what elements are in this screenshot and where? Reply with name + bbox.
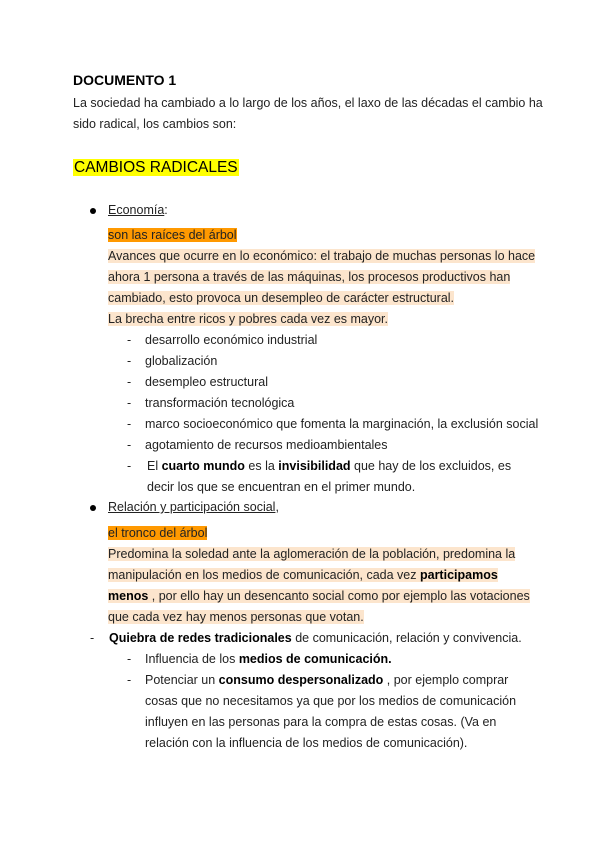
quiebra-sub-item-continuation: relación con la influencia de los medios de comunicación). [145,736,468,750]
relacion-label: Relación y participación social [108,500,276,514]
relacion-para-line: manipulación en los medios de comunicación, cada vez participamos [108,568,498,582]
quiebra-bold: Quiebra de redes tradicionales [109,631,292,645]
economia-list-item-cuarto-mundo: - El cuarto mundo es la invisibilidad que hay de los excluidos, es [127,459,512,473]
bullet-dot-icon [90,208,96,214]
relacion-subheading [108,523,207,544]
quiebra-item: - Quiebra de redes tradicionales de comunicación, relación y convivencia. [90,631,522,645]
document-title: DOCUMENTO 1 [73,72,177,88]
economia-para-line: cambiado, esto provoca un desempleo de carácter estructural. [108,291,455,305]
economia-list-item-continuation: decir los que se encuentran en el primer mundo. [147,480,416,494]
economia-para-line: La brecha entre ricos y pobres cada vez es mayor. [108,312,389,326]
economia-para-line: ahora 1 persona a través de las máquinas, los procesos productivos han [108,270,511,284]
relacion-para-line: que cada vez hay menos personas que votan. [108,610,364,624]
economia-para-line: Avances que ocurre en lo económico: el trabajo de muchas personas lo hace [108,249,536,263]
bullet-economia [90,200,168,220]
economia-list-item: - desarrollo económico industrial [127,333,318,347]
relacion-comma: , [275,500,279,514]
quiebra-sub-item: - Potenciar un consumo despersonalizado , por ejemplo comprar [127,673,509,687]
economia-list-item: - desempleo estructural [127,375,268,389]
economia-subheading-text: son las raíces del árbol [108,228,237,242]
economia-label: Economía [108,203,165,217]
economia-list-item: - globalización [127,354,218,368]
economia-list-item: - transformación tecnológica [127,396,295,410]
bullet-dot-icon [90,505,96,511]
economia-list-item: - agotamiento de recursos medioambientales [127,438,388,452]
quiebra-sub-item-continuation: influyen en las personas para la compra de estas cosas. (Va en [145,715,497,729]
quiebra-sub-item-continuation: cosas que no necesitamos ya que por los medios de comunicación [145,694,517,708]
section-heading [73,158,239,178]
relacion-para-line: Predomina la soledad ante la aglomeración de la población, predomina la [108,547,516,561]
relacion-subheading-text: el tronco del árbol [108,526,208,540]
intro-line-1: La sociedad ha cambiado a lo largo de los años, el laxo de las décadas el cambio ha [73,96,543,110]
section-heading-text: CAMBIOS RADICALES [74,159,238,176]
quiebra-sub-item: - Influencia de los medios de comunicación. [127,652,392,666]
economia-list-item: - marco socioeconómico que fomenta la marginación, la exclusión social [127,417,539,431]
relacion-para-line: menos , por ello hay un desencanto social como por ejemplo las votaciones [108,589,530,603]
economia-subheading [108,225,237,246]
intro-line-2: sido radical, los cambios son: [73,117,237,131]
bullet-relacion [90,497,279,517]
economia-colon: : [164,203,168,217]
